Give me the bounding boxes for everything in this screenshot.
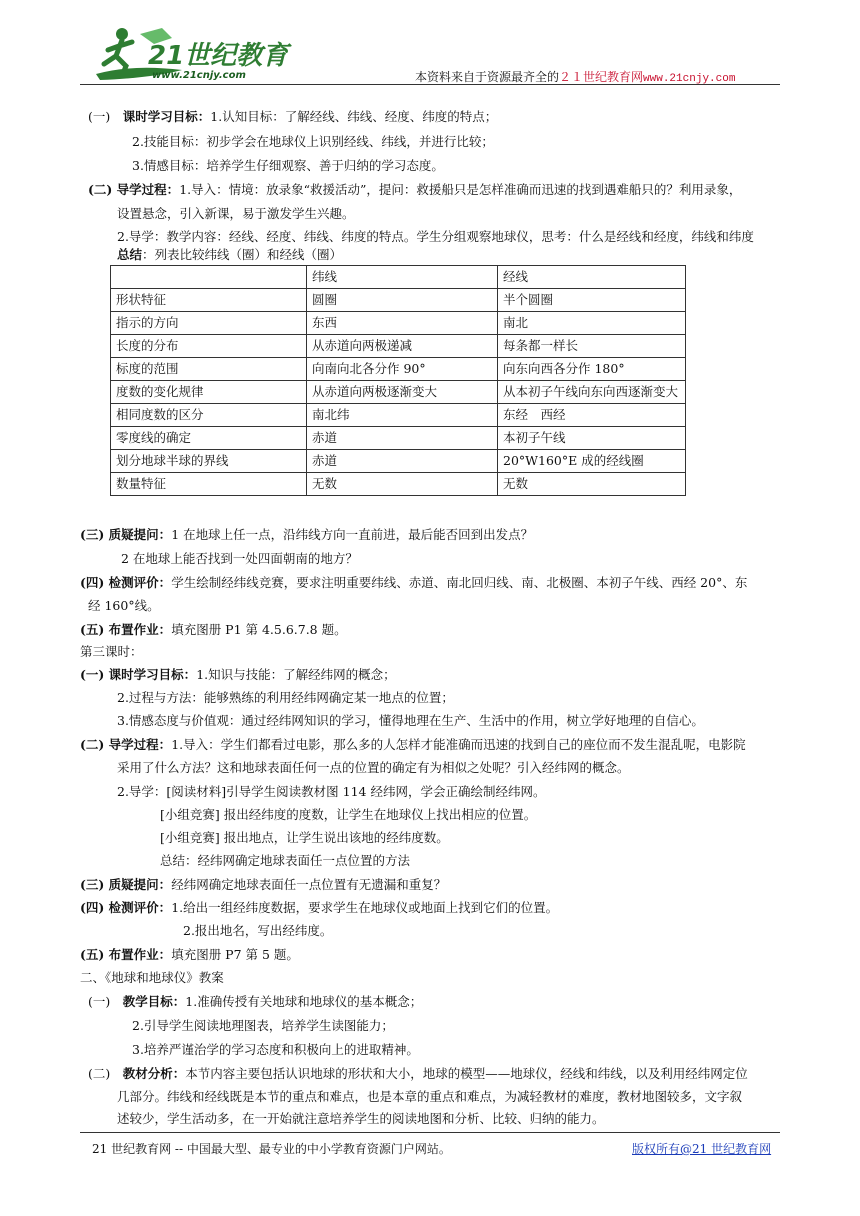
table-cell: 南北 (498, 312, 686, 335)
table-cell: 指示的方向 (111, 312, 307, 335)
line-28-text: 1.准确传授有关地球和地球仪的基本概念； (185, 994, 423, 1009)
table-header-cell (111, 266, 307, 289)
table-row (111, 450, 686, 473)
line-10 (80, 574, 747, 592)
table-cell: 20°W160°E 成的经线圈 (498, 450, 686, 473)
table-cell: 向南向北各分作 90° (307, 358, 498, 381)
line-10-bold: (四) 检测评价： (80, 575, 172, 590)
line-23 (80, 876, 446, 894)
line-31-bold: 教材分析： (122, 1066, 186, 1081)
table-cell: 赤道 (307, 427, 498, 450)
line-17 (80, 736, 746, 754)
line-28-label: (一) (88, 994, 111, 1009)
line-8-bold: (三) 质疑提问： (80, 527, 172, 542)
footer-copyright-link[interactable]: 版权所有@21 世纪教育网 (632, 1142, 772, 1156)
table-header-cell: 纬线 (307, 266, 498, 289)
line-31-label: (二) (88, 1066, 111, 1081)
line-31 (88, 1065, 748, 1083)
table-cell: 每条都一样长 (498, 335, 686, 358)
line-25: 2.报出地名，写出经纬度。 (183, 923, 333, 938)
table-cell: 长度的分布 (111, 335, 307, 358)
line-30: 3.培养严谨治学的学习态度和积极向上的进取精神。 (132, 1042, 419, 1057)
line-27: 二、《地球和地球仪》教案 (80, 970, 224, 985)
table-row (111, 381, 686, 404)
table-row (111, 358, 686, 381)
table-cell: 从赤道向两极逐渐变大 (307, 381, 498, 404)
table-row (111, 473, 686, 496)
line-24 (80, 899, 558, 917)
line-2: 2.技能目标：初步学会在地球仪上识别经线、纬线，并进行比较； (132, 134, 494, 149)
line-31-text: 本节内容主要包括认识地球的形状和大小，地球的模型——地球仪，经线和纬线，以及利用经纬网定位 (185, 1066, 748, 1081)
line-4 (88, 181, 741, 199)
table-cell: 零度线的确定 (111, 427, 307, 450)
table-cell: 本初子午线 (498, 427, 686, 450)
header-source (415, 68, 735, 85)
line-29: 2.引导学生阅读地理图表，培养学生读图能力； (132, 1018, 394, 1033)
line-14-text: 1.知识与技能：了解经纬网的概念； (196, 667, 396, 682)
line-17-bold: (二) 导学过程： (80, 737, 172, 752)
line-1-text: 1.认知目标：了解经线、纬线、经度、纬度的特点； (210, 109, 498, 124)
line-1-bold: 课时学习目标： (122, 109, 211, 124)
table-row (111, 404, 686, 427)
line-3: 3.情感目标：培养学生仔细观察、善于归纳的学习态度。 (132, 158, 444, 173)
line-8-text: 1 在地球上任一点，沿纬线方向一直前进，最后能否回到出发点？ (171, 527, 534, 542)
table-cell: 标度的范围 (111, 358, 307, 381)
line-8 (80, 526, 533, 544)
table-cell: 形状特征 (111, 289, 307, 312)
line-12-text: 填充图册 P1 第 4.5.6.7.8 题。 (171, 622, 347, 637)
line-24-bold: (四) 检测评价： (80, 900, 172, 915)
comparison-table (110, 265, 686, 496)
table-cell: 向东向西各分作 180° (498, 358, 686, 381)
line-32: 几部分。纬线和经线既是本节的重点和难点，也是本章的重点和难点，为减轻教材的难度，教材地图较多，文字叙 (117, 1089, 743, 1104)
table-cell: 半个圆圈 (498, 289, 686, 312)
header-source-prefix: 本资料来自于资源最齐全的 (415, 70, 560, 84)
line-17-text: 1.导入：学生们都看过电影，那么多的人怎样才能准确而迅速的找到自己的座位而不发生混乱呢，电影院 (171, 737, 746, 752)
table-cell: 度数的变化规律 (111, 381, 307, 404)
line-23-bold: (三) 质疑提问： (80, 877, 172, 892)
table-row (111, 289, 686, 312)
table-cell: 东经 西经 (498, 404, 686, 427)
line-1 (88, 108, 497, 126)
table-cell: 赤道 (307, 450, 498, 473)
table-cell: 从本初子午线向东向西逐渐变大 (498, 381, 686, 404)
table-cell: 从赤道向两极递减 (307, 335, 498, 358)
table-cell: 无数 (498, 473, 686, 496)
header-source-url[interactable]: www.21cnjy.com (643, 73, 736, 85)
line-24-text: 1.给出一组经纬度数据，要求学生在地球仪或地面上找到它们的位置。 (171, 900, 559, 915)
line-22: 总结：经纬网确定地球表面任一点位置的方法 (160, 853, 411, 868)
line-16: 3.情感态度与价值观：通过经纬网知识的学习，懂得地理在生产、生活中的作用，树立学好地理的自信心。 (117, 713, 704, 728)
line-9: 2 在地球上能否找到一处四面朝南的地方？ (121, 551, 358, 566)
site-logo[interactable] (92, 20, 292, 84)
line-26-bold: (五) 布置作业： (80, 947, 172, 962)
line-6: 2.导学：教学内容：经线、经度、纬线、纬度的特点。学生分组观察地球仪，思考：什么是经线和经度，纬线和纬度 (117, 229, 754, 244)
table-cell: 数量特征 (111, 473, 307, 496)
line-7 (117, 246, 342, 264)
line-28 (88, 993, 422, 1011)
line-15: 2.过程与方法：能够熟练的利用经纬网确定某一地点的位置； (117, 690, 454, 705)
line-18: 采用了什么方法？这和地球表面任何一点的位置的确定有为相似之处呢？引入经纬网的概念。 (117, 760, 630, 775)
line-14-bold: (一) 课时学习目标： (80, 667, 197, 682)
line-1-label: (一) (88, 109, 111, 124)
header-divider (80, 84, 780, 85)
line-13: 第三课时： (80, 644, 143, 659)
table-header-cell: 经线 (498, 266, 686, 289)
table-cell: 相同度数的区分 (111, 404, 307, 427)
line-20: [小组竞赛] 报出经纬度的度数，让学生在地球仪上找出相应的位置。 (160, 807, 537, 822)
line-10-text: 学生绘制经纬线竞赛，要求注明重要纬线、赤道、南北回归线、南、北极圈、本初子午线、西经 20°、东 (171, 575, 748, 590)
logo-text: 21世纪教育 (148, 41, 289, 71)
line-21: [小组竞赛] 报出地点，让学生说出该地的经纬度数。 (160, 830, 449, 845)
line-26 (80, 946, 299, 964)
line-19: 2.导学：[阅读材料]引导学生阅读教材图 114 经纬网，学会正确绘制经纬网。 (117, 784, 546, 799)
line-5: 设置悬念，引入新课，易于激发学生兴趣。 (117, 206, 355, 221)
table-row (111, 312, 686, 335)
line-33: 述较少，学生活动多，在一开始就注意培养学生的阅读地图和分析、比较、归纳的能力。 (117, 1111, 605, 1126)
table-cell: 无数 (307, 473, 498, 496)
line-12-bold: (五) 布置作业： (80, 622, 172, 637)
line-14 (80, 666, 396, 684)
line-4-text: 1.导入：情境：放录象“救援活动”，提问：救援船只是怎样准确而迅速的找到遇难船只的？利用录象， (179, 182, 742, 197)
table-header-row (111, 266, 686, 289)
line-4-bold: (二) 导学过程： (88, 182, 180, 197)
line-23-text: 经纬网确定地球表面任一点位置有无遗漏和重复？ (171, 877, 447, 892)
table-row (111, 335, 686, 358)
header-source-brand: ２１世纪教育网 (559, 70, 644, 84)
table-cell: 东西 (307, 312, 498, 335)
runner-logo-icon (92, 20, 292, 84)
footer-divider (80, 1132, 780, 1133)
footer-text: 21 世纪教育网 -- 中国最大型、最专业的中小学教育资源门户网站。 (92, 1142, 451, 1156)
line-26-text: 填充图册 P7 第 5 题。 (171, 947, 299, 962)
table-cell: 圆圈 (307, 289, 498, 312)
line-28-bold: 教学目标： (122, 994, 186, 1009)
line-7-bold: 总结 (117, 247, 143, 262)
logo-url: www.21cnjy.com (152, 70, 246, 81)
table-row (111, 427, 686, 450)
table-cell: 划分地球半球的界线 (111, 450, 307, 473)
line-11: 经 160°线。 (88, 598, 160, 613)
line-12 (80, 621, 347, 639)
line-7-text: ：列表比较纬线（圈）和经线（圈） (142, 247, 343, 262)
table-cell: 南北纬 (307, 404, 498, 427)
